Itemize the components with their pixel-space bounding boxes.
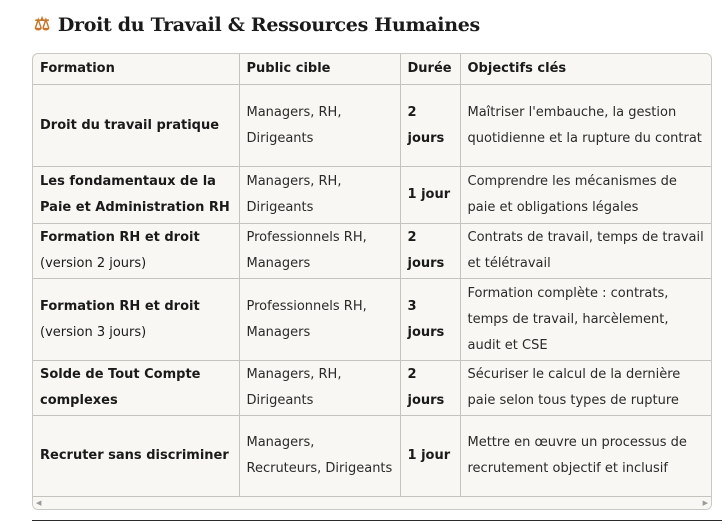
public-cell: Managers, RH, Dirigeants bbox=[239, 85, 400, 167]
public-cell: Managers, RH, Dirigeants bbox=[239, 167, 400, 224]
scales-icon: ⚖ bbox=[34, 14, 50, 35]
training-table-container[interactable] bbox=[32, 53, 712, 510]
objectifs-cell: Contrats de travail, temps de travail et télétravail bbox=[460, 224, 711, 279]
formation-name: Solde de Tout Compte complexes bbox=[40, 367, 201, 408]
duree-cell: 2 jours bbox=[400, 224, 460, 279]
formation-cell bbox=[33, 85, 239, 167]
formation-cell bbox=[33, 224, 239, 279]
table-row bbox=[33, 416, 711, 497]
duree-cell: 2 jours bbox=[400, 85, 460, 167]
formation-version: (version 3 jours) bbox=[40, 324, 147, 340]
duree-cell: 2 jours bbox=[400, 361, 460, 416]
horizontal-scrollbar[interactable] bbox=[33, 497, 711, 509]
formation-cell bbox=[33, 416, 239, 497]
formation-cell bbox=[33, 279, 239, 361]
header-duree: Durée bbox=[400, 54, 460, 85]
formation-name: Formation RH et droit bbox=[40, 230, 200, 245]
table-row bbox=[33, 361, 711, 416]
table-row bbox=[33, 224, 711, 279]
table-row bbox=[33, 85, 711, 167]
table-header-row bbox=[33, 54, 711, 85]
formation-name: Recruter sans discriminer bbox=[40, 448, 229, 463]
table-row bbox=[33, 167, 711, 224]
duree-cell: 3 jours bbox=[400, 279, 460, 361]
section-title: Droit du Travail & Ressources Humaines bbox=[57, 14, 480, 36]
scroll-right-arrow-icon[interactable]: ▶ bbox=[702, 499, 708, 507]
formation-version: (version 2 jours) bbox=[40, 256, 147, 271]
formation-cell bbox=[33, 361, 239, 416]
objectifs-cell: Mettre en œuvre un processus de recrutement objectif et inclusif bbox=[460, 416, 711, 497]
objectifs-cell: Comprendre les mécanismes de paie et obligations légales bbox=[460, 167, 711, 224]
table-row bbox=[33, 279, 711, 361]
training-table bbox=[33, 54, 711, 497]
formation-name: Droit du travail pratique bbox=[40, 117, 220, 133]
divider bbox=[32, 520, 722, 521]
objectifs-cell: Formation complète : contrats, temps de travail, harcèlement, audit et CSE bbox=[460, 279, 711, 361]
objectifs-cell: Maîtriser l'embauche, la gestion quotidienne et la rupture du contrat bbox=[460, 85, 711, 167]
public-cell: Professionnels RH, Managers bbox=[239, 224, 400, 279]
header-objectifs: Objectifs clés bbox=[460, 54, 711, 85]
formation-name: Les fondamentaux de la Paie et Administration RH bbox=[40, 174, 230, 215]
header-public-cible: Public cible bbox=[239, 54, 400, 85]
public-cell: Managers, Recruteurs, Dirigeants bbox=[239, 416, 400, 497]
header-formation: Formation bbox=[33, 54, 239, 85]
duree-cell: 1 jour bbox=[400, 416, 460, 497]
scroll-left-arrow-icon[interactable]: ◀ bbox=[36, 499, 42, 507]
duree-cell: 1 jour bbox=[400, 167, 460, 224]
objectifs-cell: Sécuriser le calcul de la dernière paie selon tous types de rupture bbox=[460, 361, 711, 416]
formation-name: Formation RH et droit bbox=[40, 298, 200, 314]
public-cell: Managers, RH, Dirigeants bbox=[239, 361, 400, 416]
section-heading bbox=[34, 14, 480, 36]
public-cell: Professionnels RH, Managers bbox=[239, 279, 400, 361]
formation-cell bbox=[33, 167, 239, 224]
